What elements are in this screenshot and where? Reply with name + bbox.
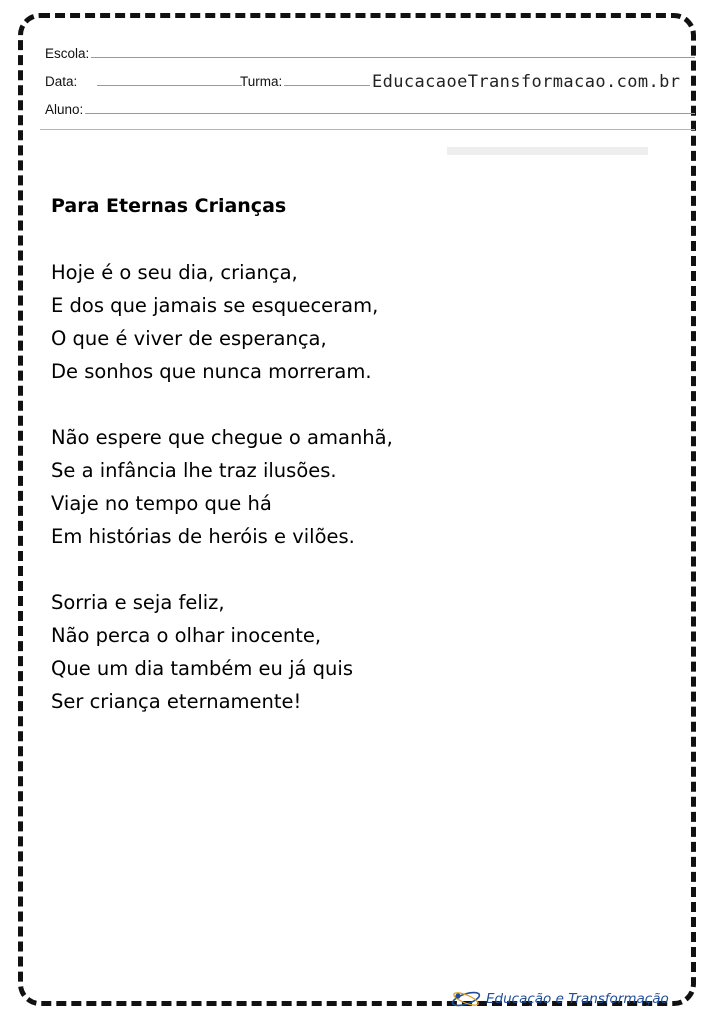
poem-title: Para Eternas Crianças	[51, 195, 287, 217]
verse: Que um dia também eu já quis	[51, 657, 353, 680]
verse: E dos que jamais se esqueceram,	[51, 294, 379, 317]
logo-text: Educação e Transformação	[486, 991, 669, 1007]
atom-swirl-icon	[450, 988, 482, 1010]
verse: O que é viver de esperança,	[51, 327, 327, 350]
class-field[interactable]	[284, 84, 370, 86]
stanza-1	[51, 256, 393, 388]
school-field[interactable]	[91, 56, 695, 58]
site-url: EducacaoeTransformacao.com.br	[372, 72, 681, 92]
verse: Se a infância lhe traz ilusões.	[51, 459, 337, 482]
verse: Sorria e seja feliz,	[51, 591, 225, 614]
footer-logo	[450, 988, 669, 1010]
verse: Viaje no tempo que há	[51, 492, 272, 515]
header-divider	[40, 129, 695, 130]
stanza-2	[51, 421, 393, 553]
student-label: Aluno:	[45, 102, 84, 117]
verse: Hoje é o seu dia, criança,	[51, 261, 298, 284]
date-label: Data:	[45, 74, 78, 89]
student-row	[45, 102, 695, 117]
verse: Em histórias de heróis e vilões.	[51, 525, 355, 548]
school-row	[45, 46, 695, 61]
poem	[51, 190, 393, 751]
student-field[interactable]	[85, 112, 695, 114]
school-label: Escola:	[45, 46, 90, 61]
date-field[interactable]	[97, 84, 242, 86]
class-row	[240, 74, 370, 89]
shade-bar	[447, 147, 648, 155]
verse: Não perca o olhar inocente,	[51, 624, 322, 647]
verse: De sonhos que nunca morreram.	[51, 360, 372, 383]
verse: Ser criança eternamente!	[51, 690, 302, 713]
verse: Não espere que chegue o amanhã,	[51, 426, 393, 449]
stanza-3	[51, 586, 393, 718]
class-label: Turma:	[240, 74, 283, 89]
